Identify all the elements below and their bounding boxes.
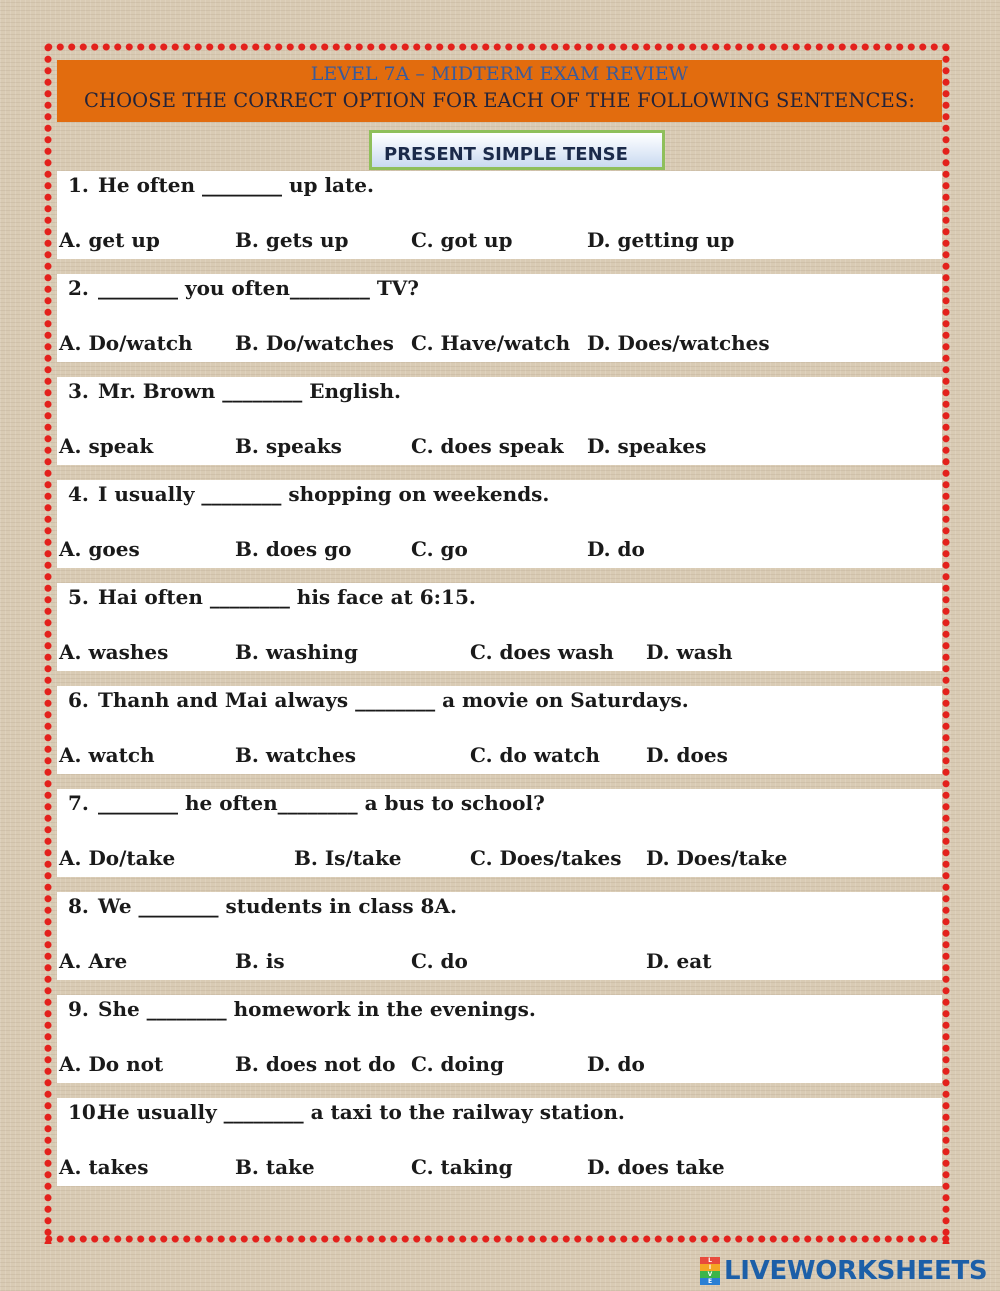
question-text: Thanh and Mai always ________ a movie on Saturdays. [98, 688, 689, 712]
option-c[interactable]: C. do [411, 949, 468, 973]
exam-instruction: CHOOSE THE CORRECT OPTION FOR EACH OF THE FOLLOWING SENTENCES: [83, 89, 916, 112]
question-stem [68, 1100, 625, 1124]
question-stem [68, 585, 476, 609]
option-a[interactable]: A. washes [59, 640, 169, 664]
option-b[interactable]: B. speaks [235, 434, 342, 458]
brand-name: LIVEWORKSHEETS [724, 1256, 988, 1286]
option-a[interactable]: A. takes [59, 1155, 149, 1179]
option-b[interactable]: B. take [235, 1155, 315, 1179]
question-2 [57, 274, 942, 362]
question-stem [68, 482, 549, 506]
logo-letter: E [700, 1278, 720, 1285]
option-b[interactable]: B. Is/take [294, 846, 402, 870]
question-stem [68, 894, 457, 918]
option-b[interactable]: B. washing [235, 640, 358, 664]
dotted-border-top [43, 42, 951, 52]
option-d[interactable]: D. Does/watches [587, 331, 770, 355]
question-text: ________ you often________ TV? [98, 276, 419, 300]
question-text: He usually ________ a taxi to the railway station. [98, 1100, 625, 1124]
question-text: Mr. Brown ________ English. [98, 379, 401, 403]
question-number: 5. [68, 585, 89, 609]
question-9 [57, 995, 942, 1083]
option-d[interactable]: D. do [587, 537, 645, 561]
option-d[interactable]: D. does [646, 743, 728, 767]
exam-level-title: LEVEL 7A – MIDTERM EXAM REVIEW [310, 63, 689, 85]
option-c[interactable]: C. doing [411, 1052, 504, 1076]
option-c[interactable]: C. got up [411, 228, 513, 252]
option-a[interactable]: A. speak [59, 434, 154, 458]
question-1 [57, 171, 942, 259]
liveworksheets-logo-icon [700, 1257, 720, 1285]
option-d[interactable]: D. does take [587, 1155, 725, 1179]
question-text: Hai often ________ his face at 6:15. [98, 585, 476, 609]
question-number: 9. [68, 997, 89, 1021]
option-d[interactable]: D. eat [646, 949, 712, 973]
section-title: PRESENT SIMPLE TENSE [369, 130, 665, 170]
option-c[interactable]: C. Have/watch [411, 331, 571, 355]
option-c[interactable]: C. Does/takes [470, 846, 622, 870]
question-number: 8. [68, 894, 89, 918]
option-d[interactable]: D. do [587, 1052, 645, 1076]
question-text: I usually ________ shopping on weekends. [98, 482, 550, 506]
option-d[interactable]: D. getting up [587, 228, 735, 252]
question-stem [68, 379, 401, 403]
option-c[interactable]: C. go [411, 537, 468, 561]
option-b[interactable]: B. is [235, 949, 285, 973]
dotted-border-bottom [43, 1234, 951, 1244]
option-d[interactable]: D. speakes [587, 434, 707, 458]
exam-header [57, 60, 942, 122]
question-text: He often ________ up late. [98, 173, 374, 197]
option-a[interactable]: A. watch [59, 743, 155, 767]
logo-letter: I [700, 1264, 720, 1271]
option-a[interactable]: A. Are [59, 949, 128, 973]
question-text: She ________ homework in the evenings. [98, 997, 536, 1021]
option-b[interactable]: B. does go [235, 537, 352, 561]
question-4 [57, 480, 942, 568]
option-b[interactable]: B. watches [235, 743, 356, 767]
question-number: 1. [68, 173, 89, 197]
question-8 [57, 892, 942, 980]
option-d[interactable]: D. Does/take [646, 846, 788, 870]
question-6 [57, 686, 942, 774]
question-3 [57, 377, 942, 465]
logo-letter: V [700, 1271, 720, 1278]
dotted-border-left [43, 42, 53, 1244]
liveworksheets-brand[interactable] [700, 1256, 987, 1286]
option-c[interactable]: C. do watch [470, 743, 600, 767]
option-c[interactable]: C. taking [411, 1155, 513, 1179]
question-5 [57, 583, 942, 671]
question-text: ________ he often________ a bus to school? [98, 791, 545, 815]
question-stem [68, 276, 419, 300]
option-a[interactable]: A. get up [59, 228, 160, 252]
question-text: We ________ students in class 8A. [98, 894, 457, 918]
question-number: 3. [68, 379, 89, 403]
question-10 [57, 1098, 942, 1186]
option-b[interactable]: B. gets up [235, 228, 349, 252]
option-b[interactable]: B. does not do [235, 1052, 396, 1076]
question-number: 6. [68, 688, 89, 712]
option-a[interactable]: A. Do/watch [59, 331, 193, 355]
question-7 [57, 789, 942, 877]
question-number: 4. [68, 482, 89, 506]
question-number: 10. [68, 1100, 103, 1124]
option-c[interactable]: C. does speak [411, 434, 564, 458]
dotted-border-right [941, 42, 951, 1244]
logo-letter: L [700, 1257, 720, 1264]
option-b[interactable]: B. Do/watches [235, 331, 394, 355]
option-c[interactable]: C. does wash [470, 640, 614, 664]
option-a[interactable]: A. Do not [59, 1052, 164, 1076]
option-a[interactable]: A. Do/take [59, 846, 176, 870]
question-stem [68, 173, 374, 197]
option-d[interactable]: D. wash [646, 640, 733, 664]
question-number: 2. [68, 276, 89, 300]
question-stem [68, 791, 545, 815]
option-a[interactable]: A. goes [59, 537, 140, 561]
question-stem [68, 688, 689, 712]
question-stem [68, 997, 536, 1021]
question-number: 7. [68, 791, 89, 815]
